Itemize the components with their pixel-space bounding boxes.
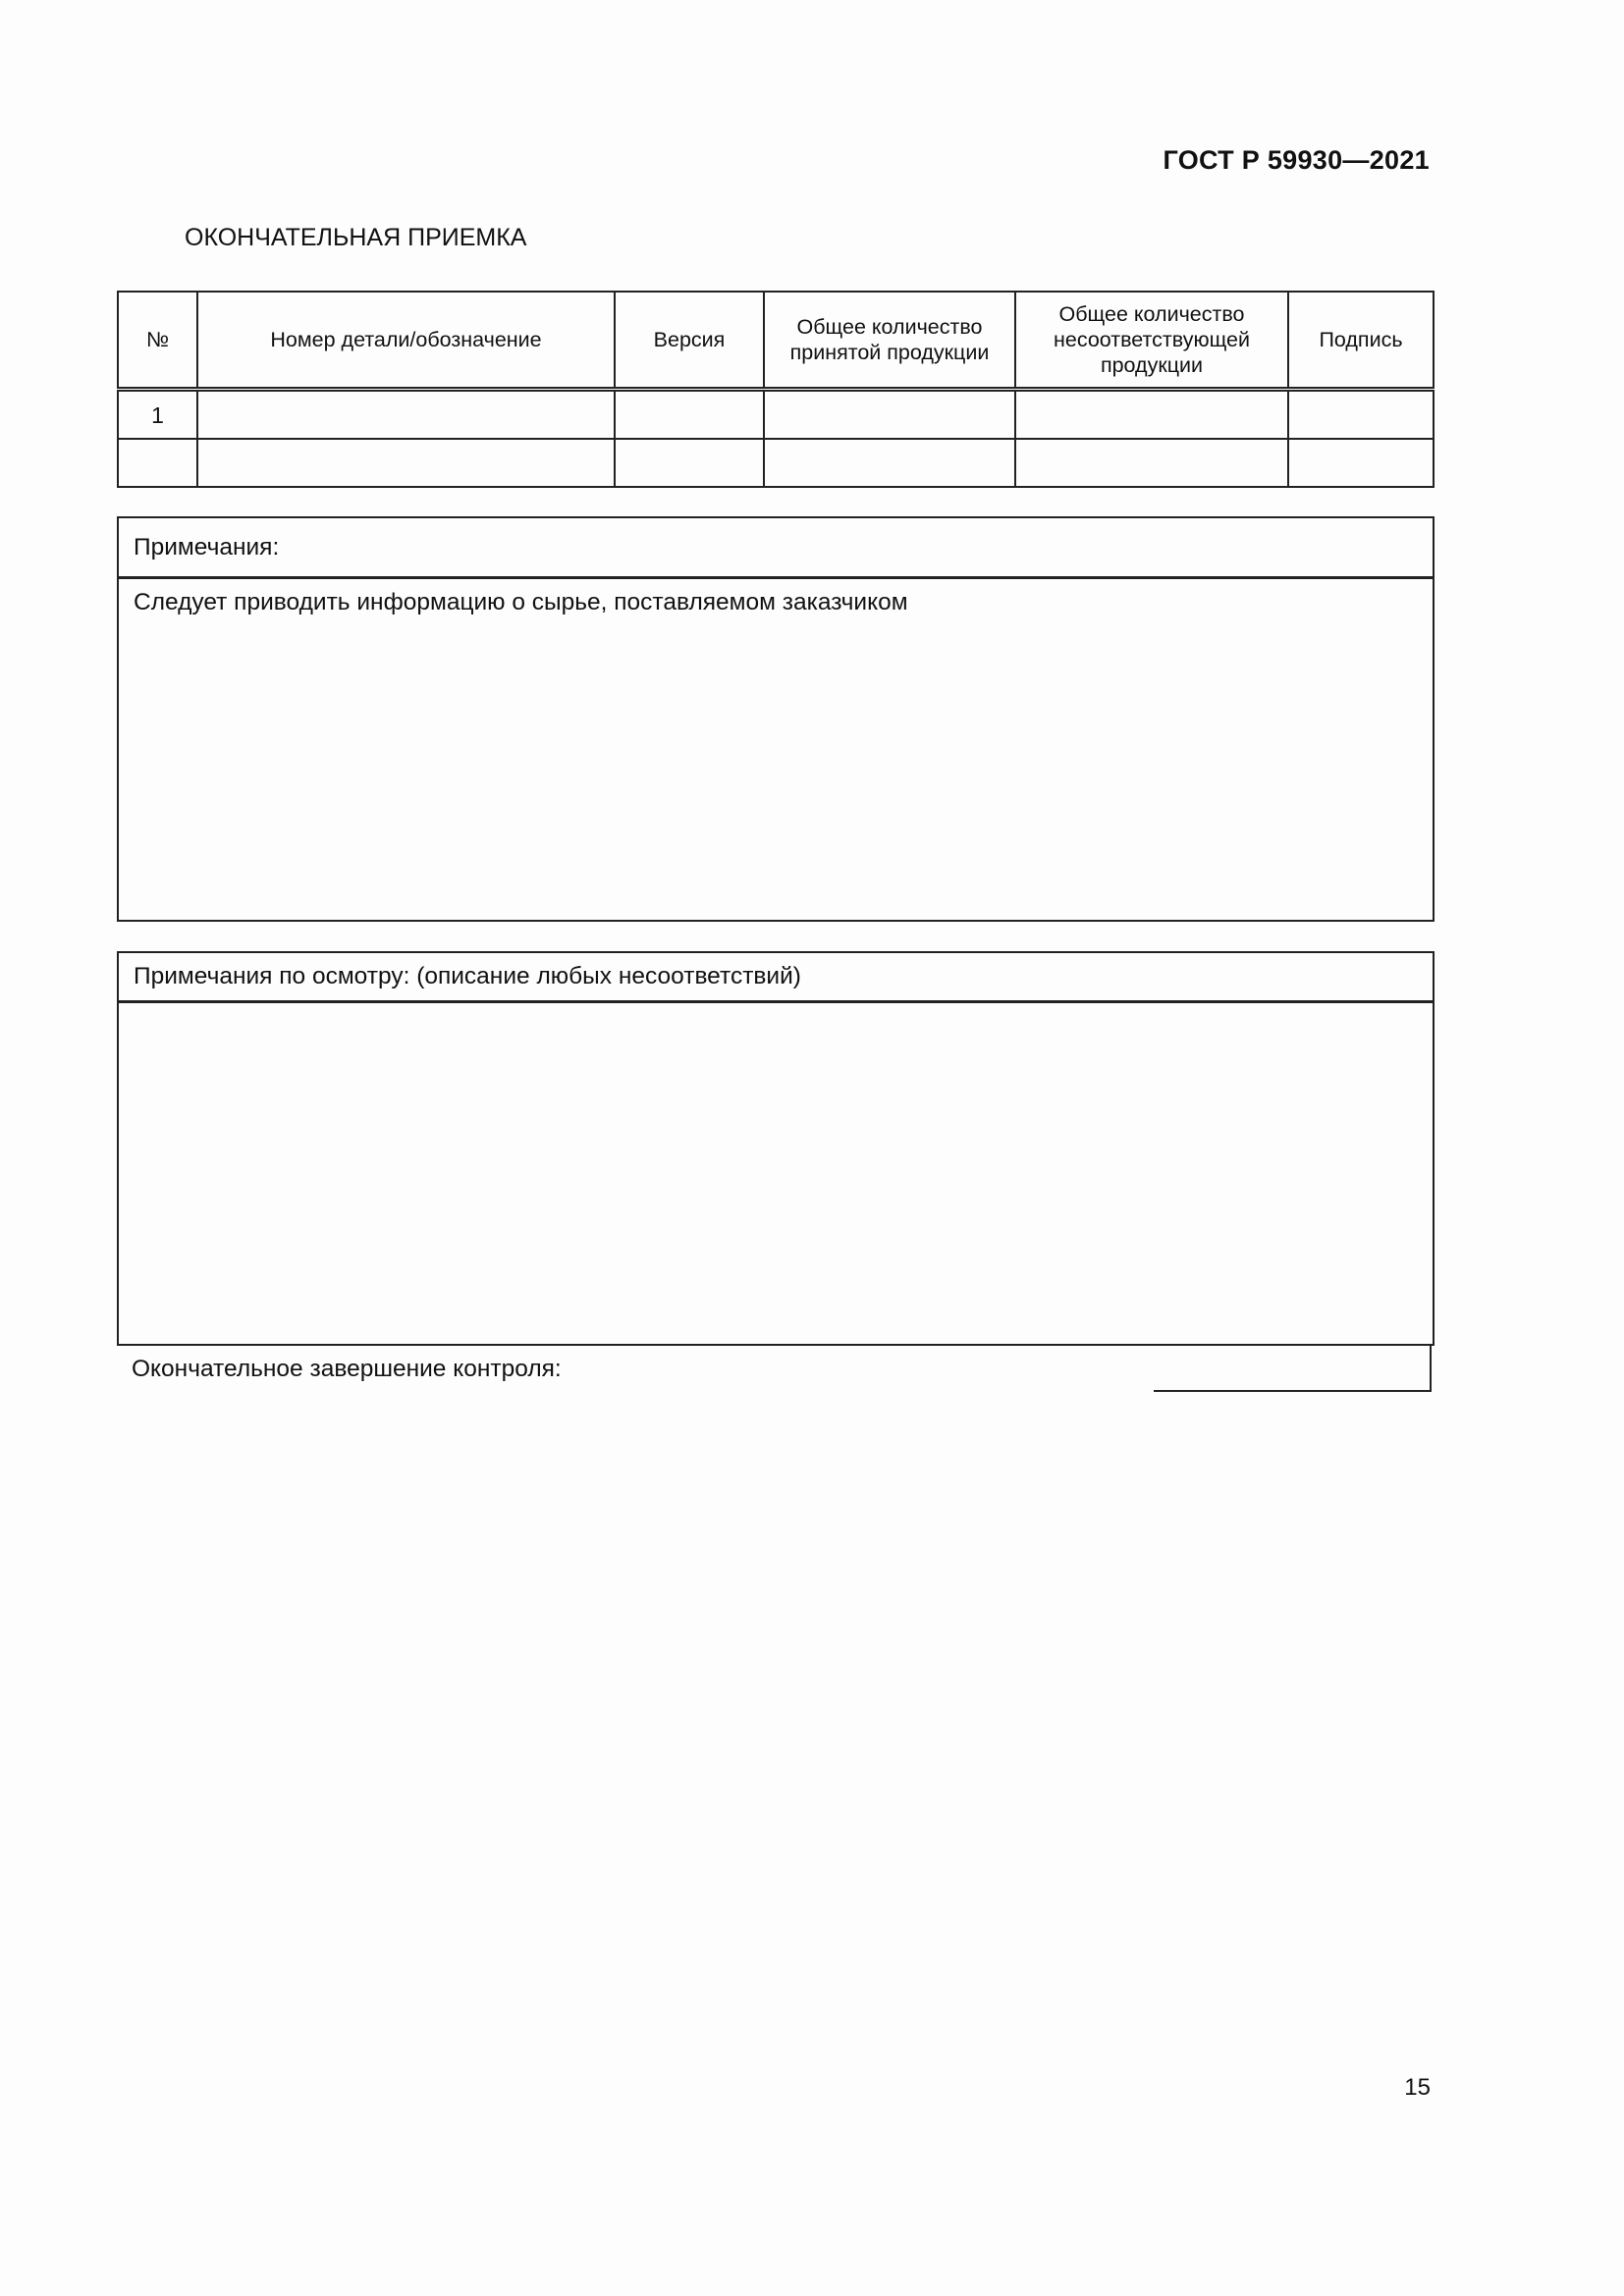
table-cell[interactable] <box>764 439 1015 487</box>
table-cell[interactable]: 1 <box>118 390 197 440</box>
page-number: 15 <box>1404 2074 1431 2101</box>
section-title: ОКОНЧАТЕЛЬНАЯ ПРИЕМКА <box>185 224 527 251</box>
col-header-part-designation: Номер детали/обозначение <box>197 292 615 390</box>
table-cell[interactable] <box>118 439 197 487</box>
table-header-row <box>118 292 1434 390</box>
notes-label: Примечания: <box>119 518 1433 579</box>
inspection-notes-label: Примечания по осмотру: (описание любых несоответствий) <box>119 953 1433 1003</box>
table-cell[interactable] <box>1288 439 1434 487</box>
final-control-divider <box>1430 1344 1432 1391</box>
inspection-notes-field[interactable] <box>119 1003 1433 1023</box>
standard-number: ГОСТ Р 59930—2021 <box>1163 145 1430 175</box>
table-row <box>118 390 1434 440</box>
table-row <box>118 439 1434 487</box>
table-cell[interactable] <box>615 439 764 487</box>
final-acceptance-table <box>117 291 1435 488</box>
col-header-accepted-quantity: Общее количество принятой продукции <box>764 292 1015 390</box>
final-control-signature-line[interactable] <box>1154 1390 1432 1392</box>
table-cell[interactable] <box>197 439 615 487</box>
final-control-label: Окончательное завершение контроля: <box>132 1356 562 1382</box>
col-header-nonconforming-quantity: Общее количество несоответствующей продукции <box>1015 292 1288 390</box>
col-header-version: Версия <box>615 292 764 390</box>
table-cell[interactable] <box>1015 439 1288 487</box>
table-cell[interactable] <box>764 390 1015 440</box>
inspection-notes-box <box>117 951 1435 1346</box>
notes-box <box>117 516 1435 922</box>
table-cell[interactable] <box>615 390 764 440</box>
table-cell[interactable] <box>1015 390 1288 440</box>
notes-text[interactable]: Следует приводить информацию о сырье, поставляемом заказчиком <box>134 589 908 615</box>
table-cell[interactable] <box>1288 390 1434 440</box>
table-cell[interactable] <box>197 390 615 440</box>
col-header-signature: Подпись <box>1288 292 1434 390</box>
col-header-number: № <box>118 292 197 390</box>
